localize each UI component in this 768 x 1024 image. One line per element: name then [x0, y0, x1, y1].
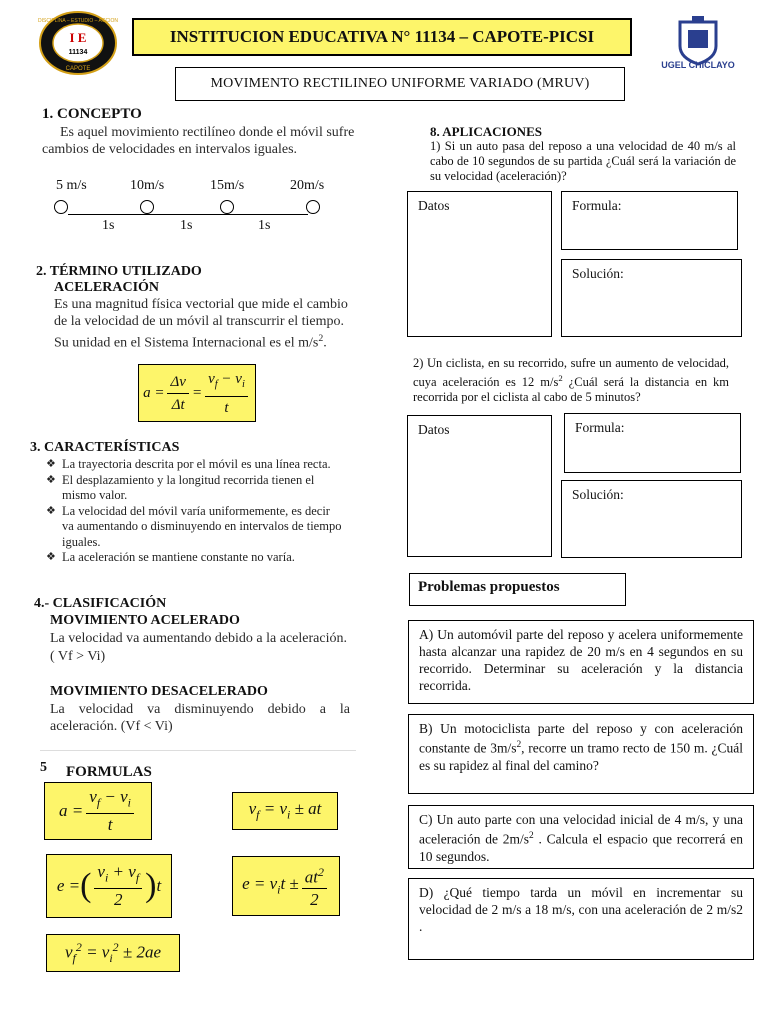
list-item: ❖ El desplazamiento y la longitud recorrida tienen el mismo valor. — [46, 473, 344, 504]
term-heading: 2. TÉRMINO UTILIZADO — [36, 264, 202, 279]
problem-c-part-2: . Calcula el espacio que recorrerá en 10 segundos. — [419, 831, 743, 864]
term-subheading: ACELERACIÓN — [54, 280, 160, 295]
formulas-heading: FORMULAS — [66, 764, 152, 780]
mobile-circle — [54, 200, 68, 214]
decelerated-text-body: La velocidad va disminuyendo debido a la aceleración. — [50, 702, 350, 734]
school-seal — [36, 10, 120, 76]
list-item: ❖ La velocidad del móvil varía uniformemente, es decir va aumentando o disminuyendo en intervalos de tiempo iguales. — [46, 504, 344, 551]
datos-label: Datos — [418, 422, 450, 437]
page-subtitle: MOVIMENTO RECTILINEO UNIFORME VARIADO (MRUV) — [175, 67, 625, 101]
problems-heading: Problemas propuestos — [409, 573, 626, 606]
term-text — [54, 296, 354, 352]
time-label: 1s — [258, 218, 271, 233]
acceleration-formula: a = $\frac{\Delta v}{\Delta t}$ = $\frac{v_f - v_i}{t}$ — [138, 364, 256, 422]
term-text-body: Es una magnitud física vectorial que mide el cambio de la velocidad de un móvil al transcurrir el tiempo. Su unidad en el Sistema Internacional es el m/s — [54, 297, 348, 351]
time-label: 1s — [102, 218, 115, 233]
motion-diagram — [40, 178, 340, 238]
problem-b-part-1: B) Un motociclista parte del reposo y con aceleración constante de 3m/s — [419, 721, 743, 756]
accelerated-text: La velocidad va aumentando debido a la aceleración. — [50, 631, 347, 646]
problem-a: A) Un automóvil parte del reposo y acelera uniformemente hasta alcanzar una rapidez de 20 m/s en 4 segundos en su recorrido. Determinar su aceleración y la distancia recorrida. — [408, 620, 754, 704]
q2-solucion-box[interactable] — [561, 480, 742, 558]
list-item: ❖ La aceleración se mantiene constante no varía. — [46, 550, 344, 566]
q2-formula-box[interactable] — [564, 413, 741, 473]
section-divider — [40, 750, 356, 751]
seal-letters: I E — [69, 30, 87, 45]
formula-distance: $e = v_it$ ± $\frac{at^2}{2}$ — [232, 856, 340, 916]
speed-label: 15m/s — [210, 178, 245, 193]
decelerated-text — [50, 701, 350, 735]
seal-motto: DISCIPLINA – ESTUDIO – ACCION — [37, 18, 119, 24]
formula-label: Formula: — [575, 420, 625, 435]
problem-d: D) ¿Qué tiempo tarda un móvil en incrementar su velocidad de 2 m/s a 18 m/s, con una aceleración de 2 m/s2 . — [408, 878, 754, 960]
q1-solucion-box[interactable] — [561, 259, 742, 337]
trajectory-line — [68, 214, 308, 215]
q2-exponent: 2 — [558, 373, 563, 383]
ugel-label: UGEL CHICLAYO — [661, 60, 735, 70]
accelerated-condition: ( Vf > Vi) — [50, 649, 106, 664]
seal-place: CAPOTE — [65, 66, 91, 72]
concept-text: Es aquel movimiento rectilíneo donde el móvil sufre cambios de velocidades en intervalos iguales. — [42, 125, 355, 157]
characteristics-list — [46, 457, 344, 566]
formula-distance-average: e = ( $\frac{v_i + v_f}{2}$ ) t — [46, 854, 172, 918]
question-2-part-a: 2) Un ciclista, en su recorrido, sufre un aumento de velocidad, cuya aceleración es 12 m/s — [413, 356, 729, 390]
formula-label: Formula: — [572, 198, 622, 213]
term-period: . — [323, 335, 327, 351]
mobile-circle — [140, 200, 154, 214]
question-2-part-b: ¿Cuál será la distancia en km recorrida por el ciclista al cabo de 5 minutos? — [413, 375, 730, 405]
speed-label: 10m/s — [130, 178, 165, 193]
q2-datos-box[interactable] — [407, 415, 552, 557]
problem-c — [408, 805, 754, 869]
datos-label: Datos — [418, 198, 450, 213]
unit-exponent: 2 — [318, 333, 324, 344]
mobile-circle — [306, 200, 320, 214]
problem-c-part-1: C) Un auto parte con una velocidad inicial de 4 m/s, y una aceleración de 2m/s — [419, 812, 743, 847]
time-label: 1s — [180, 218, 193, 233]
formula-final-velocity: $v_f = v_i$ ± at — [232, 792, 338, 830]
solucion-label: Solución: — [572, 487, 624, 502]
problem-c-exponent: 2 — [529, 831, 534, 841]
solucion-label: Solución: — [572, 266, 624, 281]
speed-label: 5 m/s — [56, 178, 87, 193]
problem-b — [408, 714, 754, 794]
school-title: INSTITUCION EDUCATIVA N° 11134 – CAPOTE-PICSI — [132, 18, 632, 56]
speed-label: 20m/s — [290, 178, 325, 193]
decelerated-heading: MOVIMIENTO DESACELERADO — [50, 684, 268, 699]
q1-datos-box[interactable] — [407, 191, 552, 337]
decelerated-condition: (Vf < Vi) — [120, 719, 173, 734]
seal-number: 11134 — [68, 49, 88, 56]
applications-heading: 8. APLICACIONES — [430, 124, 542, 139]
accelerated-heading: MOVIMIENTO ACELERADO — [50, 613, 240, 628]
concept-heading: 1. CONCEPTO — [42, 106, 142, 122]
problem-b-part-2: , recorre un tramo recto de 150 m. ¿Cuál es su rapidez al final del camino? — [419, 740, 743, 773]
formula-acceleration: a = $\frac{v_f - v_i}{t}$ — [44, 782, 152, 840]
ugel-logo — [660, 10, 736, 76]
characteristics-heading: 3. CARACTERÍSTICAS — [30, 440, 180, 455]
formula-velocity-squared: $v_f^2 = v_i^2 \pm 2ae$ — [46, 934, 180, 972]
classification-heading: 4.- CLASIFICACIÓN — [34, 596, 167, 611]
question-2 — [413, 356, 729, 405]
mobile-circle — [220, 200, 234, 214]
question-1: 1) Si un auto pasa del reposo a una velocidad de 40 m/s al cabo de 10 segundos de su partida ¿Cuál será la variación de su velocidad (aceleración)? — [430, 139, 736, 183]
q1-formula-box[interactable] — [561, 191, 738, 250]
problem-b-exponent: 2 — [516, 740, 522, 750]
formulas-number: 5 — [40, 760, 47, 775]
list-item: ❖ La trayectoria descrita por el móvil es una línea recta. — [46, 457, 344, 473]
